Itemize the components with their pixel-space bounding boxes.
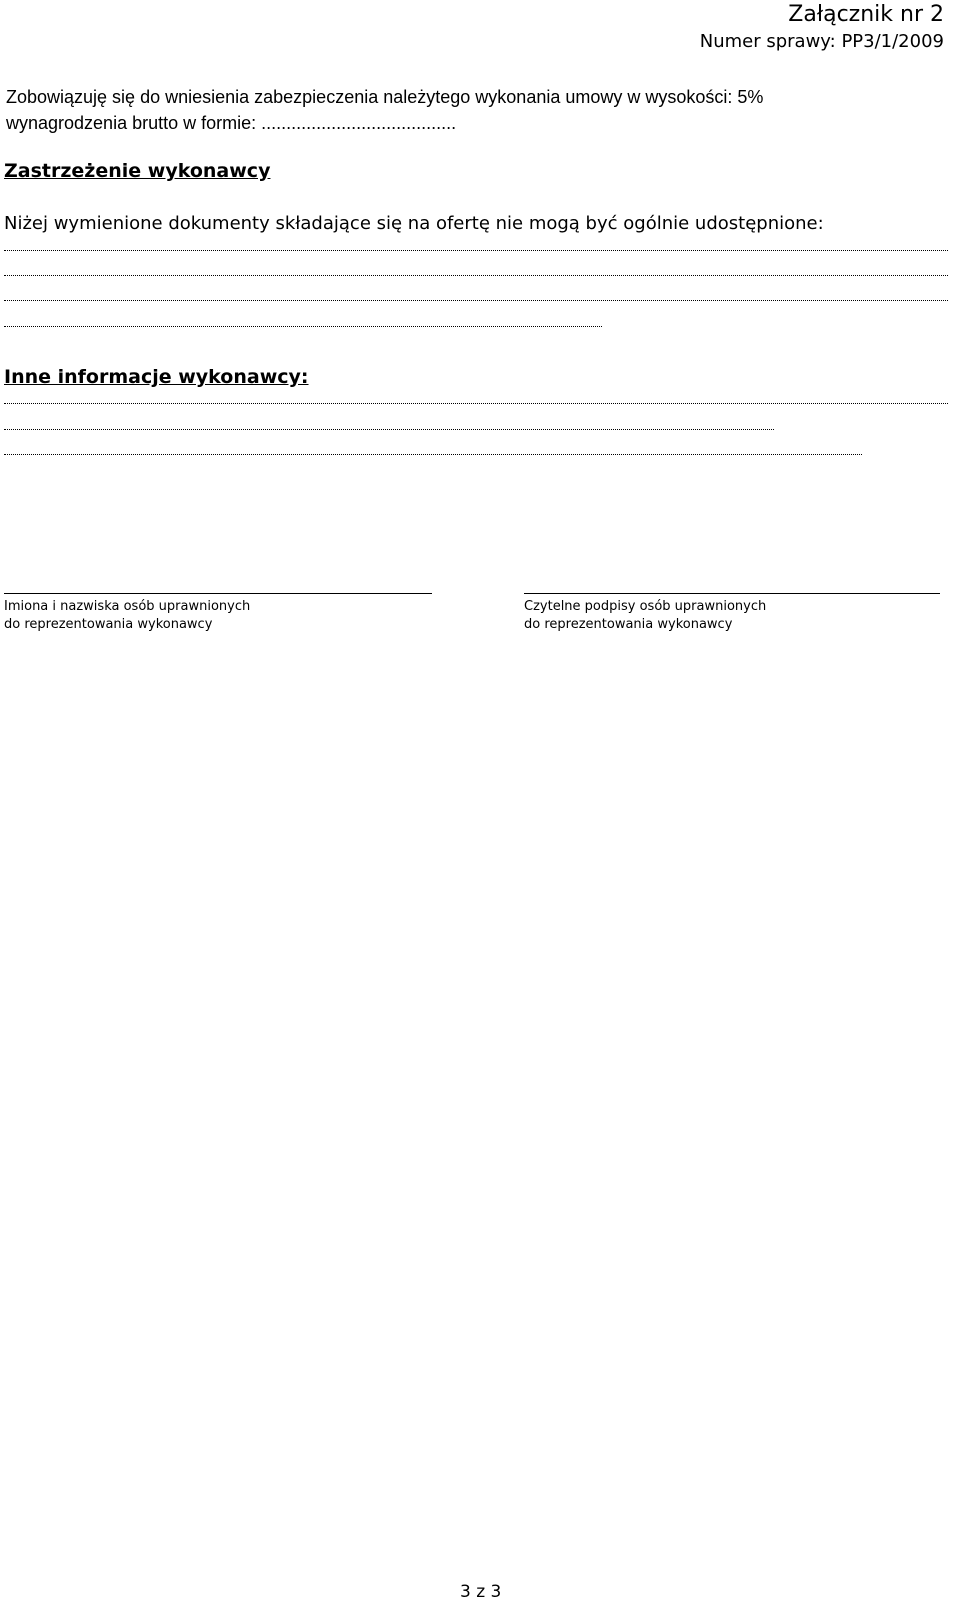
commitment-line-1: Zobowiązuję się do wniesienia zabezpieczenia należytego wykonania umowy w wysokości: 5% [6, 87, 764, 107]
signature-line-left [4, 593, 432, 594]
fill-line [4, 429, 774, 430]
fill-line [4, 454, 862, 455]
reservation-heading: Zastrzeżenie wykonawcy [4, 160, 271, 182]
commitment-line-2: wynagrodzenia brutto w formie: ....................................... [6, 113, 457, 133]
caption-line: Imiona i nazwiska osób uprawnionych [4, 599, 251, 614]
caption-line: do reprezentowania wykonawcy [4, 617, 213, 632]
caption-line: do reprezentowania wykonawcy [524, 617, 733, 632]
commitment-paragraph [6, 84, 763, 136]
fill-line [4, 275, 948, 276]
fill-line [4, 300, 948, 301]
other-info-heading: Inne informacje wykonawcy: [4, 366, 309, 388]
annex-title: Załącznik nr 2 [788, 2, 944, 27]
fill-line [4, 250, 948, 251]
reservation-text: Niżej wymienione dokumenty składające się na ofertę nie mogą być ogólnie udostępnione: [4, 213, 824, 234]
signature-caption-left [4, 598, 250, 634]
case-number: Numer sprawy: PP3/1/2009 [699, 31, 944, 52]
page-number: 3 z 3 [460, 1582, 502, 1602]
fill-line [4, 403, 948, 404]
signature-line-right [524, 593, 940, 594]
fill-line [4, 326, 602, 327]
signature-caption-right [524, 598, 766, 634]
caption-line: Czytelne podpisy osób uprawnionych [524, 599, 767, 614]
